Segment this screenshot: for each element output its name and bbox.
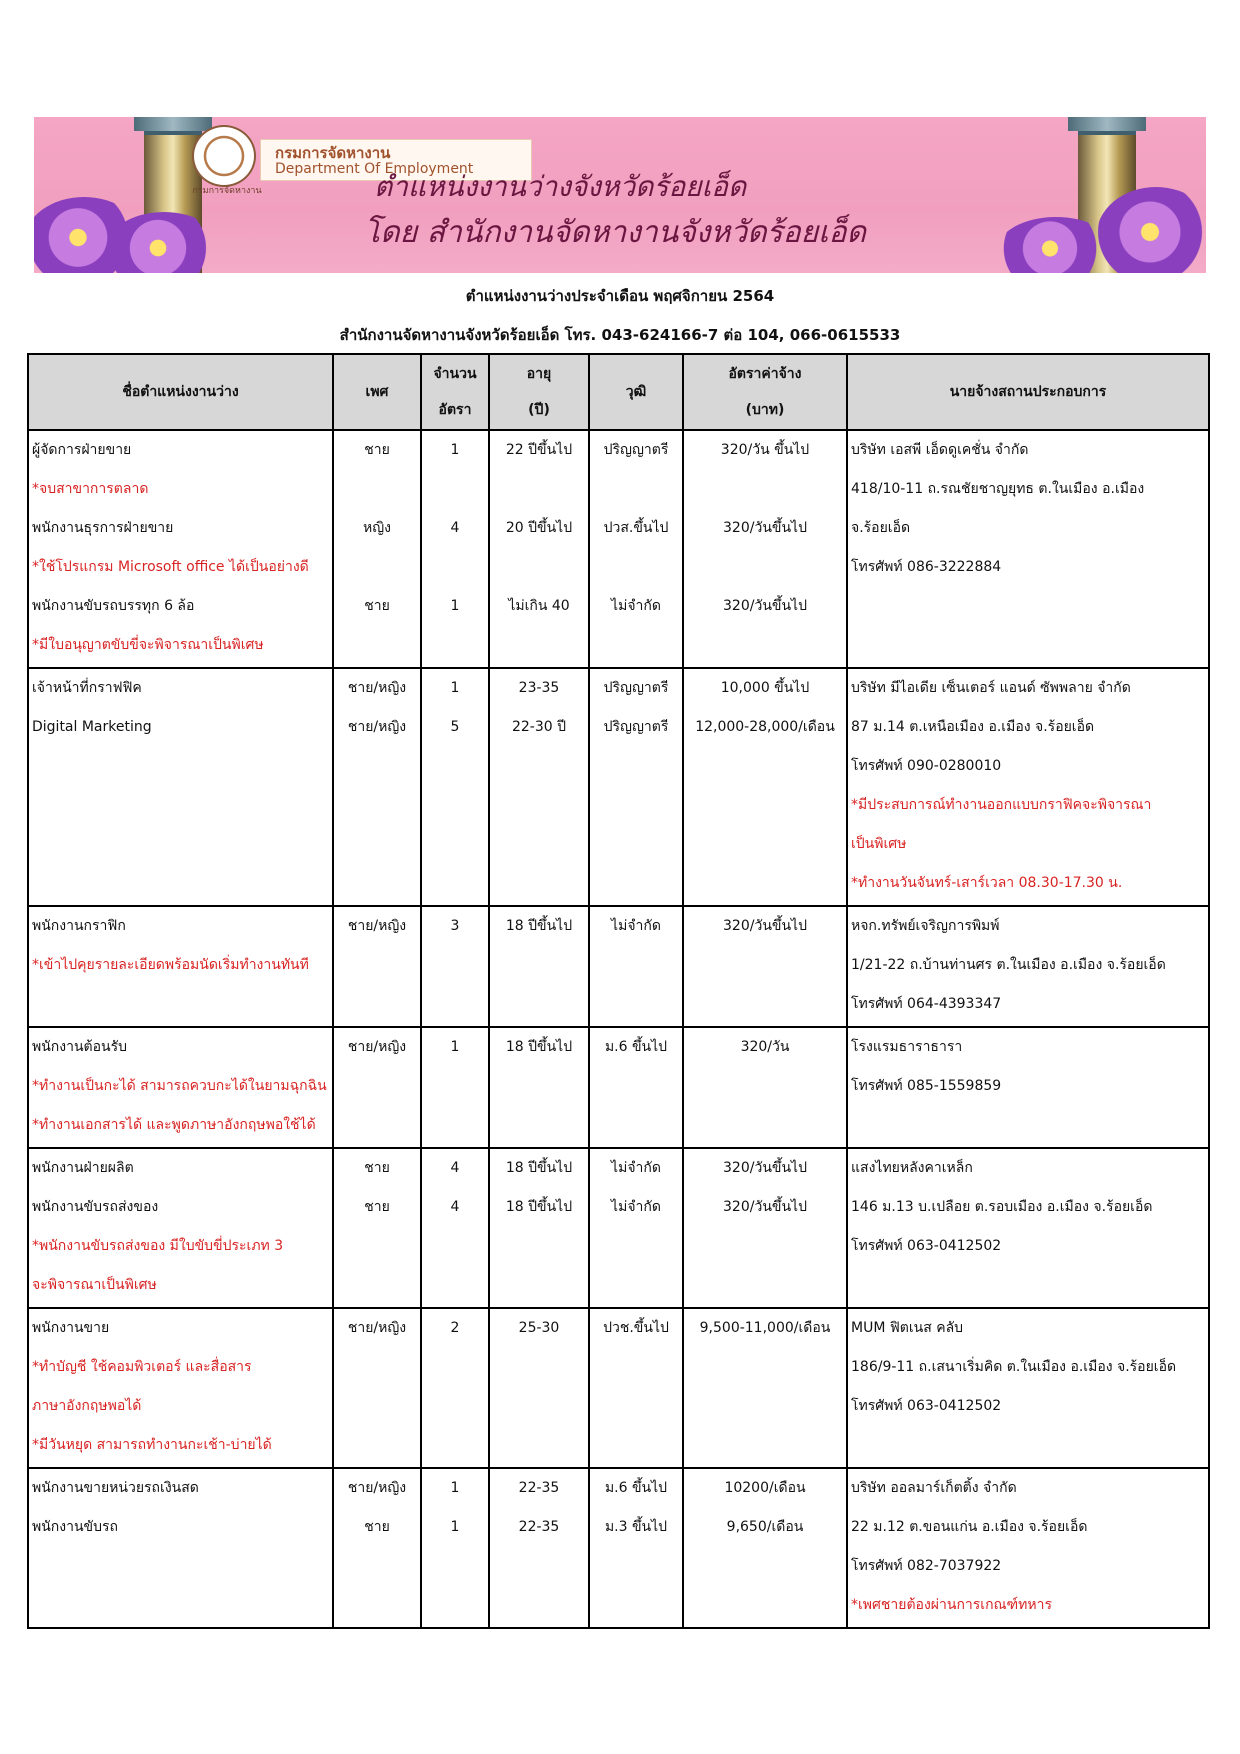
wage-cell [683,1468,847,1628]
table-row [28,1027,1209,1148]
employer-cell [847,1027,1209,1148]
count-cell [421,1468,489,1628]
count-value: 1 [450,1039,460,1055]
employer-line: แสงไทยหลังคาเหล็ก [851,1160,973,1176]
wage-value: 9,500-11,000/เดือน [699,1320,831,1336]
education-cell [589,1027,683,1148]
position-cell [28,430,333,668]
employer-cell [847,1148,1209,1308]
education-cell [589,1468,683,1628]
employer-line: บริษัท เอสพี เอ็ดดูเคชั่น จำกัด [851,442,1029,458]
table-row [28,1148,1209,1308]
position-cell [28,1308,333,1468]
education-value: ไม่จำกัด [611,598,661,614]
note-text: *เข้าไปคุยรายละเอียดพร้อมนัดเริ่มทำงานทันที [32,957,309,973]
table-header-row [28,354,1209,430]
position-title: พนักงานกราฟิก [32,918,126,934]
wage-value: 10200/เดือน [724,1480,806,1496]
gender-value: ชาย/หญิง [347,1480,407,1496]
employer-line: โทรศัพท์ 086-3222884 [851,559,1002,575]
gender-cell [333,430,421,668]
job-vacancy-table [27,353,1210,1629]
education-cell [589,668,683,906]
education-value: ม.6 ขึ้นไป [604,1480,668,1496]
seal-caption: กรมการจัดหางาน [192,186,262,196]
employer-cell [847,430,1209,668]
count-value: 4 [450,1160,460,1176]
employer-line: บริษัท ออลมาร์เก็ตติ้ง จำกัด [851,1480,1017,1496]
wage-value [684,470,846,509]
count-value: 4 [450,520,460,536]
position-title: พนักงานขายหน่วยรถเงินสด [32,1480,199,1496]
col-header-wage-line1: อัตราค่าจ้าง [728,366,802,382]
age-cell [489,906,589,1027]
count-value: 3 [450,918,460,934]
count-value [422,548,488,587]
note-text: *มีประสบการณ์ทำงานออกแบบกราฟิคจะพิจารณา [851,797,1152,813]
count-value: 1 [450,1480,460,1496]
position-title: พนักงานขับรถส่งของ [32,1199,159,1215]
employer-cell [847,906,1209,1027]
table-row [28,430,1209,668]
col-header-gender: เพศ [333,354,421,430]
position-title: พนักงานฝ่ายผลิต [32,1160,134,1176]
note-text: *ทำงานเอกสารได้ และพูดภาษาอังกฤษพอใช้ได้ [32,1117,316,1133]
gender-value: ชาย/หญิง [347,1039,407,1055]
table-row [28,668,1209,906]
age-value: 20 ปีขึ้นไป [505,520,573,536]
education-cell [589,1148,683,1308]
position-title: พนักงานขับรถ [32,1519,118,1535]
age-cell [489,1308,589,1468]
col-header-education: วุฒิ [589,354,683,430]
employer-line: 418/10-11 ถ.รณชัยชาญยุทธ ต.ในเมือง อ.เมือง [851,481,1145,497]
wage-value: 9,650/เดือน [726,1519,804,1535]
banner-title-line2: โดย สำนักงานจัดหางานจังหวัดร้อยเอ็ด [364,215,867,250]
employer-line: บริษัท มีไอเดีย เซ็นเตอร์ แอนด์ ซัพพลาย จำกัด [851,680,1131,696]
count-cell [421,1148,489,1308]
wage-cell [683,1308,847,1468]
gender-value: ชาย/หญิง [347,918,407,934]
gender-value: ชาย/หญิง [347,1320,407,1336]
page-title: ตำแหน่งงานว่างประจำเดือน พฤศจิกายน 2564 [465,287,775,305]
employer-line: โทรศัพท์ 090-0280010 [851,758,1002,774]
department-seal-icon [192,125,256,187]
education-value: ไม่จำกัด [611,918,661,934]
gender-value: ชาย [364,1160,390,1176]
employer-line: 1/21-22 ถ.บ้านท่านศร ต.ในเมือง อ.เมือง จ.ร้อยเอ็ด [851,957,1166,973]
gender-value: ชาย [364,442,390,458]
position-cell [28,668,333,906]
employer-line: 186/9-11 ถ.เสนาเริ่มคิด ต.ในเมือง อ.เมือง จ.ร้อยเอ็ด [851,1359,1177,1375]
count-value: 4 [450,1199,460,1215]
education-value: ม.3 ขึ้นไป [604,1519,668,1535]
col-header-age-line2: (ปี) [528,402,550,418]
count-value: 1 [450,1519,460,1535]
employer-line: โทรศัพท์ 063-0412502 [851,1238,1002,1254]
employer-cell [847,668,1209,906]
age-cell [489,1027,589,1148]
age-value: ไม่เกิน 40 [508,598,570,614]
employer-line: โทรศัพท์ 064-4393347 [851,996,1002,1012]
table-row [28,1468,1209,1628]
age-value [490,470,588,509]
education-value [590,626,682,665]
note-text: จะพิจารณาเป็นพิเศษ [32,1277,157,1293]
note-text: *ทำบัญชี ใช้คอมพิวเตอร์ และสื่อสาร [32,1359,252,1375]
col-header-position: ชื่อตำแหน่งงานว่าง [28,354,333,430]
position-title: พนักงานขาย [32,1320,110,1336]
wage-cell [683,1148,847,1308]
wage-value: 12,000-28,000/เดือน [695,719,835,735]
employer-line: 146 ม.13 บ.เปลือย ต.รอบเมือง อ.เมือง จ.ร้อยเอ็ด [851,1199,1153,1215]
age-value: 18 ปีขึ้นไป [505,918,573,934]
count-cell [421,1027,489,1148]
count-cell [421,1308,489,1468]
gender-value: ชาย/หญิง [347,719,407,735]
wage-value: 320/วันขึ้นไป [723,520,807,536]
col-header-count [421,354,489,430]
count-value: 1 [450,598,460,614]
age-value: 25-30 [518,1320,560,1336]
position-cell [28,906,333,1027]
office-contact-line: สำนักงานจัดหางานจังหวัดร้อยเอ็ด โทร. 043-624166-7 ต่อ 104, 066-0615533 [339,326,901,344]
employer-line: โทรศัพท์ 085-1559859 [851,1078,1002,1094]
employer-line: จ.ร้อยเอ็ด [851,520,911,536]
education-value: ปริญญาตรี [603,680,669,696]
gender-value: ชาย [364,1519,390,1535]
position-cell [28,1027,333,1148]
education-cell [589,430,683,668]
col-header-age-line1: อายุ [526,366,552,382]
col-header-count-line2: อัตรา [438,402,472,418]
position-cell [28,1468,333,1628]
education-value: ไม่จำกัด [611,1199,661,1215]
count-cell [421,430,489,668]
position-title: พนักงานธุรการฝ่ายขาย [32,520,174,536]
gender-value [334,548,420,587]
education-value [590,470,682,509]
gender-cell [333,1308,421,1468]
education-value: ม.6 ขึ้นไป [604,1039,668,1055]
wage-value: 320/วัน [740,1039,790,1055]
education-cell [589,906,683,1027]
education-value: ปริญญาตรี [603,442,669,458]
wage-value [684,626,846,665]
gender-cell [333,1148,421,1308]
count-cell [421,668,489,906]
col-header-wage-line2: (บาท) [745,402,785,418]
note-text: *พนักงานขับรถส่งของ มีใบขับขี่ประเภท 3 [32,1238,284,1254]
header-banner [34,117,1206,273]
gender-cell [333,906,421,1027]
wage-value: 10,000 ขึ้นไป [720,680,810,696]
count-value: 1 [450,680,460,696]
age-value: 22-35 [518,1519,560,1535]
count-value [422,470,488,509]
age-cell [489,1148,589,1308]
age-value: 22 ปีขึ้นไป [505,442,573,458]
col-header-wage [683,354,847,430]
age-value: 18 ปีขึ้นไป [505,1039,573,1055]
age-cell [489,430,589,668]
count-value: 5 [450,719,460,735]
age-value: 23-35 [518,680,560,696]
age-value: 18 ปีขึ้นไป [505,1160,573,1176]
gender-value: ชาย/หญิง [347,680,407,696]
education-value: ไม่จำกัด [611,1160,661,1176]
position-title: พนักงานต้อนรับ [32,1039,128,1055]
education-value: ปวส.ขึ้นไป [603,520,669,536]
wage-value: 320/วันขึ้นไป [723,918,807,934]
org-name-thai: กรมการจัดหางาน [275,144,391,162]
gender-value [334,470,420,509]
note-text: ภาษาอังกฤษพอได้ [32,1398,142,1414]
wage-cell [683,1027,847,1148]
table-row [28,1308,1209,1468]
gender-value: ชาย [364,1199,390,1215]
wage-value [684,548,846,587]
wage-value: 320/วัน ขึ้นไป [720,442,810,458]
age-value: 18 ปีขึ้นไป [505,1199,573,1215]
education-cell [589,1308,683,1468]
employer-line: โทรศัพท์ 063-0412502 [851,1398,1002,1414]
wage-cell [683,430,847,668]
table-body [28,430,1209,1628]
col-header-count-line1: จำนวน [433,366,477,382]
gender-cell [333,668,421,906]
employer-line: หจก.ทรัพย์เจริญการพิมพ์ [851,918,1000,934]
count-value [422,626,488,665]
note-text: เป็นพิเศษ [851,836,907,852]
age-value [490,626,588,665]
note-text: *มีใบอนุญาตขับขี่จะพิจารณาเป็นพิเศษ [32,637,264,653]
wage-value: 320/วันขึ้นไป [723,1199,807,1215]
note-text: *ทำงานวันจันทร์-เสาร์เวลา 08.30-17.30 น. [851,875,1123,891]
wage-cell [683,668,847,906]
employer-line: 87 ม.14 ต.เหนือเมือง อ.เมือง จ.ร้อยเอ็ด [851,719,1095,735]
position-title: เจ้าหน้าที่กราฟฟิค [32,680,142,696]
position-title: พนักงานขับรถบรรทุก 6 ล้อ [32,598,195,614]
education-value: ปวช.ขึ้นไป [603,1320,669,1336]
table-row [28,906,1209,1027]
age-value [490,548,588,587]
age-value: 22-30 ปี [511,719,567,735]
position-title: Digital Marketing [32,719,152,735]
gender-cell [333,1027,421,1148]
education-value: ปริญญาตรี [603,719,669,735]
col-header-employer: นายจ้างสถานประกอบการ [847,354,1209,430]
note-text: *จบสาขาการตลาด [32,481,149,497]
position-title: ผู้จัดการฝ่ายขาย [32,442,132,458]
employer-line: โรงแรมธาราธารา [851,1039,963,1055]
count-value: 1 [450,442,460,458]
wage-value: 320/วันขึ้นไป [723,598,807,614]
note-text: *ทำงานเป็นกะได้ สามารถควบกะได้ในยามฉุกฉิน [32,1078,327,1094]
wage-cell [683,906,847,1027]
gender-value: หญิง [363,520,391,536]
age-cell [489,1468,589,1628]
employer-line: 22 ม.12 ต.ขอนแก่น อ.เมือง จ.ร้อยเอ็ด [851,1519,1088,1535]
education-value [590,548,682,587]
org-name-english: Department Of Employment [275,161,474,177]
count-cell [421,906,489,1027]
position-cell [28,1148,333,1308]
gender-cell [333,1468,421,1628]
gender-value: ชาย [364,598,390,614]
col-header-age [489,354,589,430]
note-text: *เพศชายต้องผ่านการเกณฑ์ทหาร [851,1597,1053,1613]
employer-line: MUM ฟิตเนส คลับ [851,1320,964,1336]
gender-value [334,626,420,665]
employer-cell [847,1308,1209,1468]
banner-title-line1: ตำแหน่งงานว่างจังหวัดร้อยเอ็ด [374,170,747,203]
age-value: 22-35 [518,1480,560,1496]
note-text: *ใช้โปรแกรม Microsoft office ได้เป็นอย่างดี [32,559,309,575]
note-text: *มีวันหยุด สามารถทำงานกะเช้า-บ่ายได้ [32,1437,272,1453]
wage-value: 320/วันขึ้นไป [723,1160,807,1176]
employer-line: โทรศัพท์ 082-7037922 [851,1558,1002,1574]
age-cell [489,668,589,906]
employer-cell [847,1468,1209,1628]
count-value: 2 [450,1320,460,1336]
